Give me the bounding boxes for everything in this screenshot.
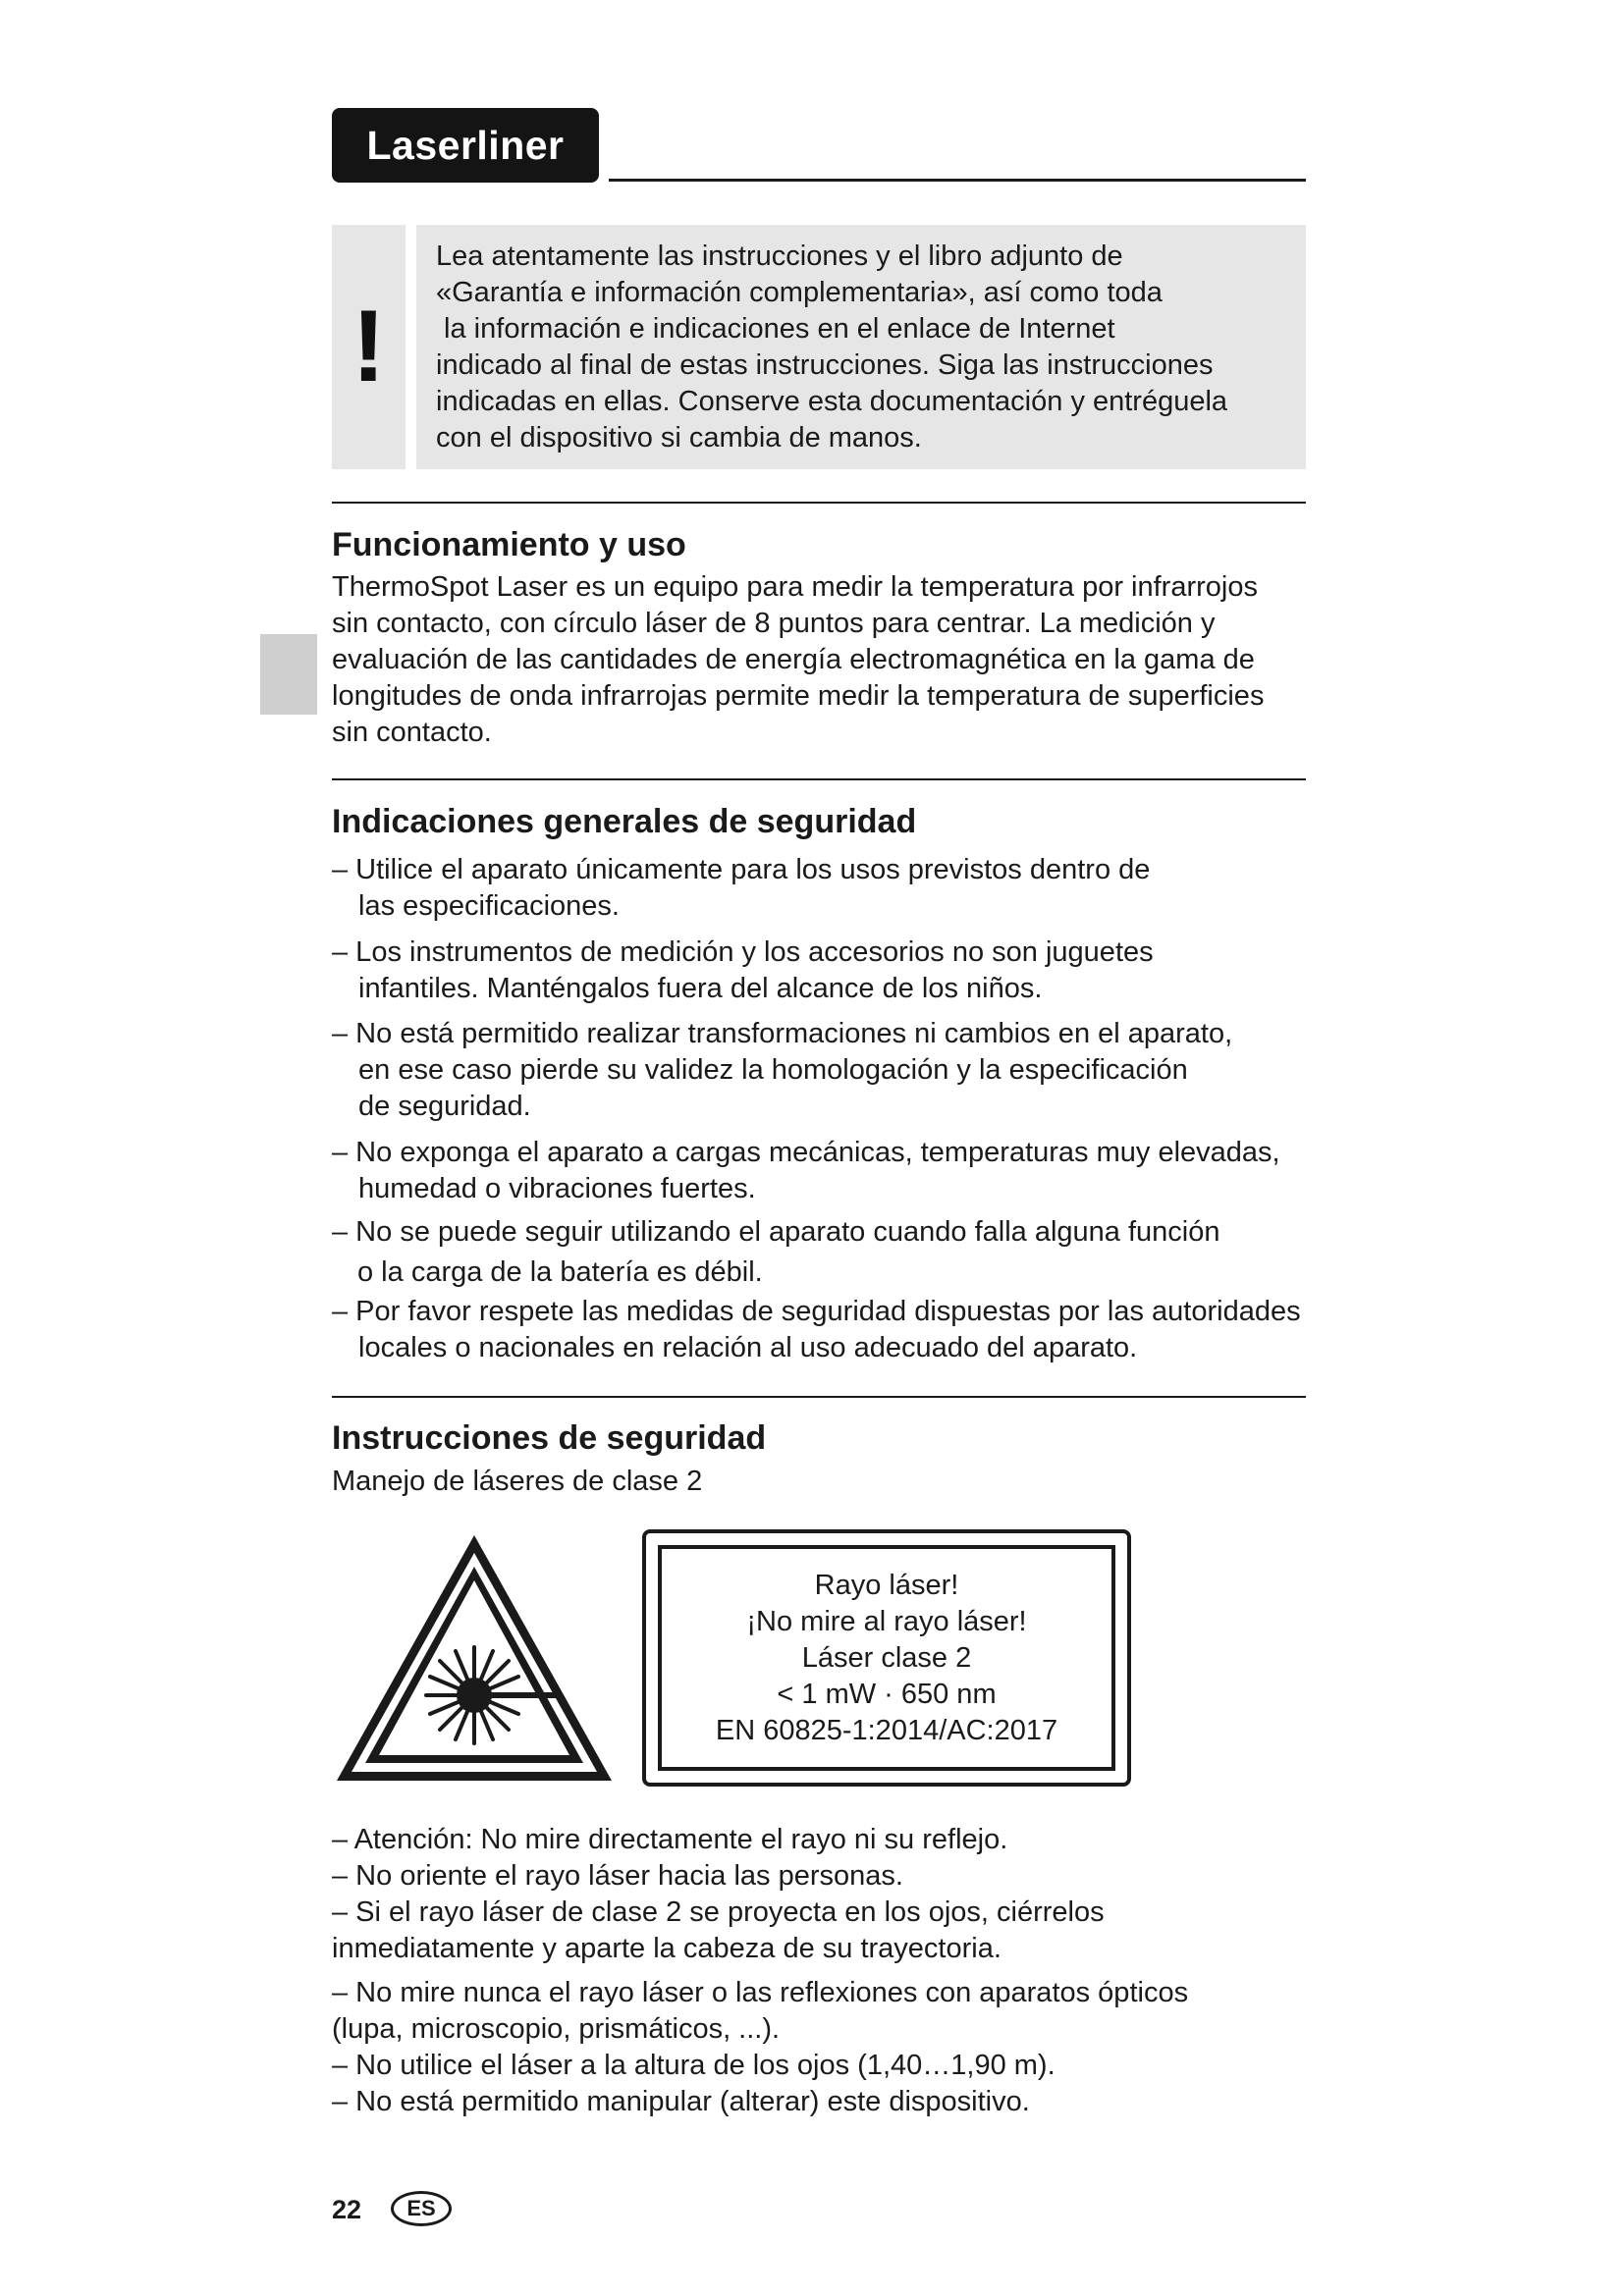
safety-subtitle: Manejo de láseres de clase 2 (332, 1466, 703, 1497)
list-item (332, 1212, 1219, 1293)
header-rule (609, 179, 1306, 182)
list-item-text: – Atención: No mire directamente el rayo ni su reflejo. (332, 1824, 1008, 1855)
list-item-text: – Utilice el aparato únicamente para los usos previstos dentro de (332, 854, 1151, 885)
list-item-text: – No está permitido realizar transformaciones ni cambios en el aparato, (332, 1018, 1233, 1049)
section-tab-marker (260, 634, 317, 715)
brand-logo: Laserliner (332, 108, 599, 183)
function-line: ThermoSpot Laser es un equipo para medir la temperatura por infrarrojos (332, 571, 1258, 603)
section-divider (332, 502, 1306, 504)
list-item-text: – Por favor respete las medidas de seguridad dispuestas por las autoridades (332, 1296, 1301, 1327)
function-line: evaluación de las cantidades de energía electromagnética en la gama de (332, 644, 1255, 675)
label-line: < 1 mW · 650 nm (777, 1678, 997, 1710)
list-item-text: – No mire nunca el rayo láser o las reflexiones con aparatos ópticos (332, 1977, 1189, 2008)
notice-line: la información e indicaciones en el enlace de Internet (436, 313, 1115, 345)
function-title: Funcionamiento y uso (332, 526, 686, 563)
list-item-cont: en ese caso pierde su validez la homologación y la especificación (358, 1054, 1188, 1086)
page-number: 22 (332, 2195, 362, 2224)
list-item-cont: de seguridad. (358, 1091, 531, 1122)
list-item (332, 852, 1150, 925)
language-badge: ES (391, 2191, 452, 2226)
list-item-cont: inmediatamente y aparte la cabeza de su trayectoria. (332, 1933, 1001, 1964)
general-safety-title: Indicaciones generales de seguridad (332, 803, 917, 840)
list-item-text: – No exponga el aparato a cargas mecánicas, temperaturas muy elevadas, (332, 1137, 1280, 1168)
function-body (332, 569, 1264, 751)
list-item-cont: las especificaciones. (358, 890, 620, 922)
notice-line: «Garantía e información complementaria», así como toda (436, 277, 1163, 308)
function-line: sin contacto, con círculo láser de 8 puntos para centrar. La medición y (332, 608, 1216, 639)
section-divider (332, 1396, 1306, 1398)
notice-line: Lea atentamente las instrucciones y el libro adjunto de (436, 240, 1123, 272)
label-line: ¡No mire al rayo láser! (746, 1605, 1027, 1637)
list-item (332, 1294, 1301, 1366)
laser-class-label (642, 1529, 1131, 1787)
notice-line: indicadas en ellas. Conserve esta documentación y entréguela (436, 386, 1228, 417)
notice-line: indicado al final de estas instrucciones. Siga las instrucciones (436, 349, 1214, 381)
list-item-cont: locales o nacionales en relación al uso adecuado del aparato. (358, 1332, 1138, 1363)
list-item-cont: infantiles. Manténgalos fuera del alcance de los niños. (358, 973, 1043, 1004)
safety-title: Instrucciones de seguridad (332, 1419, 767, 1457)
label-line: Rayo láser! (814, 1569, 959, 1601)
list-item-text: – Los instrumentos de medición y los accesorios no son juguetes (332, 936, 1154, 968)
list-item-text: – No se puede seguir utilizando el aparato cuando falla alguna función (332, 1216, 1220, 1248)
laser-warning-sign-icon (332, 1529, 617, 1787)
warning-exclamation-icon: ! (332, 225, 406, 469)
list-item-text: – No utilice el láser a la altura de los ojos (1,40…1,90 m). (332, 2050, 1056, 2081)
safety-list (332, 1822, 1188, 2120)
list-item-text: – No oriente el rayo láser hacia las personas. (332, 1860, 903, 1892)
list-item-text: – No está permitido manipular (alterar) este dispositivo. (332, 2086, 1030, 2117)
list-item-cont: o la carga de la batería es débil. (357, 1256, 763, 1288)
list-item-cont: humedad o vibraciones fuertes. (358, 1173, 756, 1204)
function-line: sin contacto. (332, 717, 492, 748)
label-line: Láser clase 2 (801, 1641, 972, 1674)
list-item (332, 1016, 1232, 1125)
section-divider (332, 778, 1306, 780)
function-line: longitudes de onda infrarrojas permite medir la temperatura de superficies (332, 680, 1265, 712)
label-line: EN 60825-1:2014/AC:2017 (715, 1714, 1058, 1746)
list-item-text: – Si el rayo láser de clase 2 se proyecta en los ojos, ciérrelos (332, 1896, 1105, 1928)
list-item (332, 934, 1154, 1007)
list-item (332, 1135, 1280, 1207)
notice-line: con el dispositivo si cambia de manos. (436, 422, 922, 454)
list-item-cont: (lupa, microscopio, prismáticos, ...). (332, 2013, 781, 2045)
notice-box (416, 225, 1306, 469)
